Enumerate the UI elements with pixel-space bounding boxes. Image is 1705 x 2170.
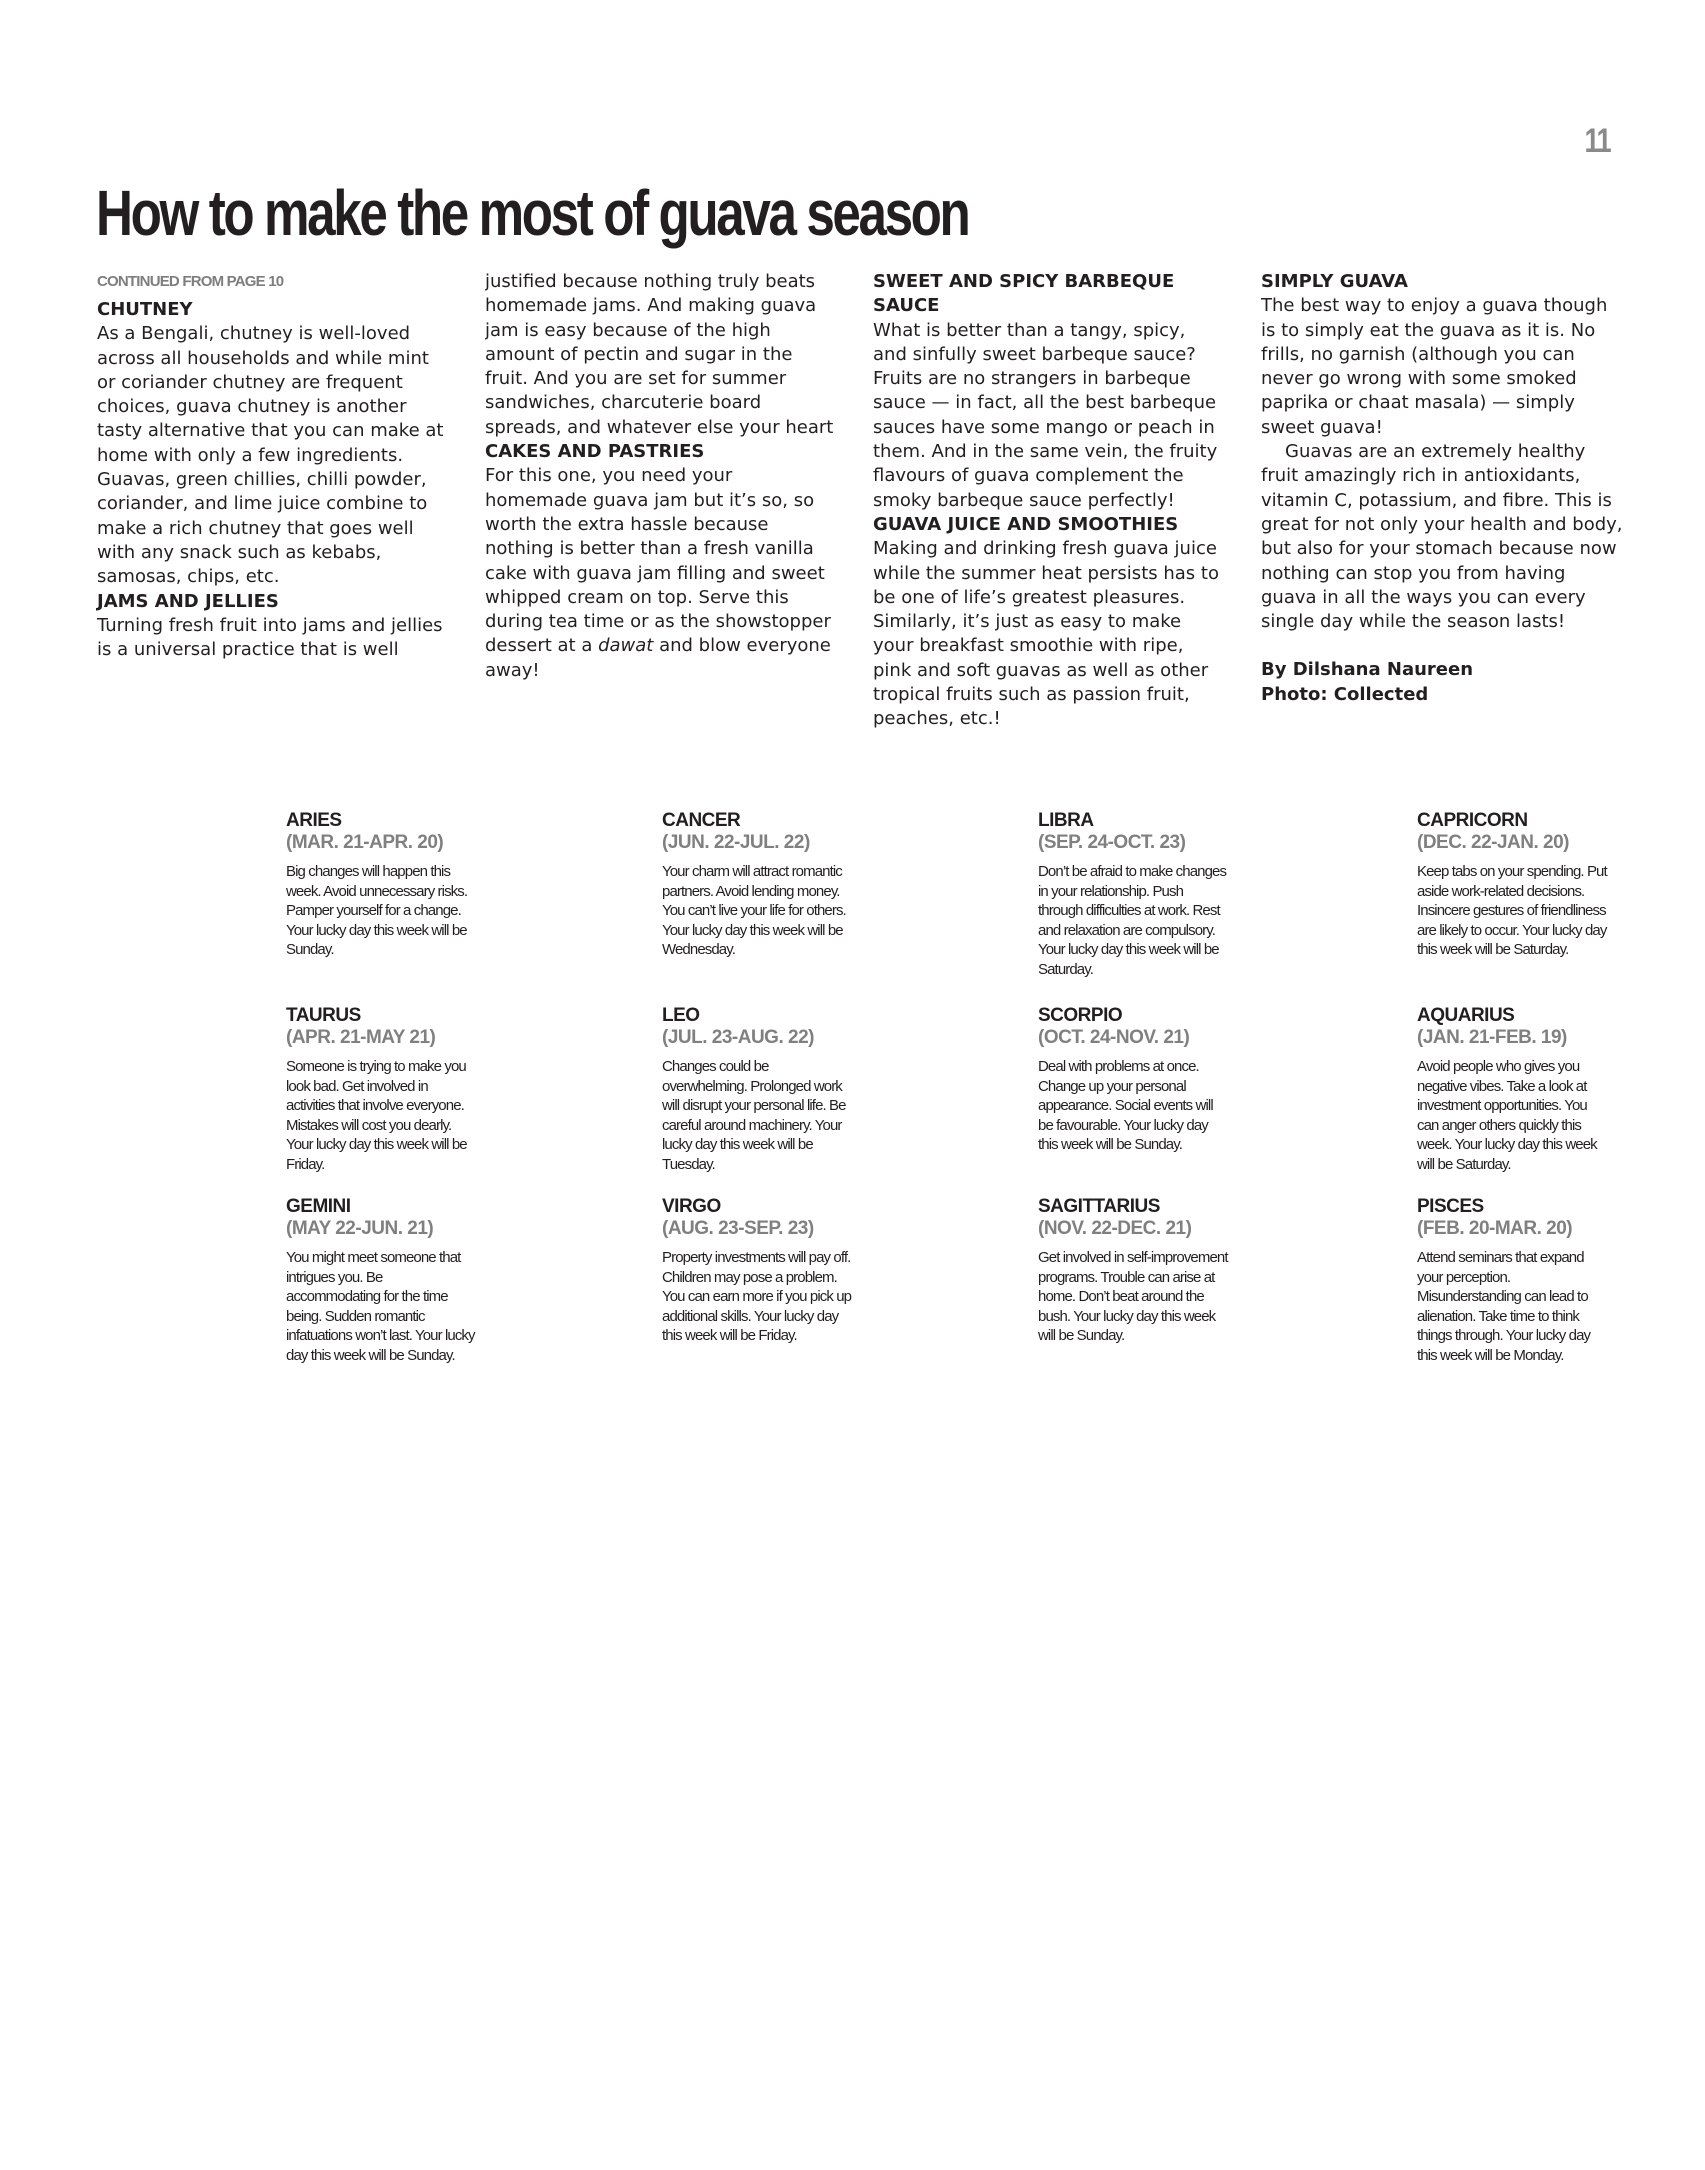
- sign-name: SCORPIO: [1038, 1005, 1123, 1026]
- sign-name: AQUARIUS: [1417, 1005, 1515, 1026]
- horoscope-taurus: [286, 1005, 476, 1174]
- sign-name: PISCES: [1417, 1196, 1484, 1217]
- juice-heading: GUAVA JUICE AND SMOOTHIES: [873, 513, 1179, 535]
- sign-dates: (OCT. 24-NOV. 21): [1038, 1027, 1190, 1048]
- horoscope-pisces: [1417, 1196, 1607, 1365]
- byline: By Dilshana Naureen: [1261, 659, 1474, 681]
- sign-forecast: Someone is trying to make you look bad. Get involved in activities that involve everyone. Mistakes will cost you dearly. Your lucky day this week will be Friday.: [286, 1058, 467, 1173]
- sign-dates: (FEB. 20-MAR. 20): [1417, 1218, 1573, 1239]
- sign-name: LIBRA: [1038, 810, 1094, 831]
- cakes-text-italic: dawat: [598, 635, 654, 657]
- article-headline: How to make the most of guava season: [96, 177, 969, 249]
- sign-name: CANCER: [662, 810, 741, 831]
- article-column-1: [97, 270, 447, 662]
- sign-dates: (JUL. 23-AUG. 22): [662, 1027, 814, 1048]
- byline-spacer: [1261, 634, 1625, 658]
- bbq-heading: SWEET AND SPICY BARBEQUE SAUCE: [873, 271, 1175, 317]
- sign-dates: (JUN. 22-JUL. 22): [662, 832, 810, 853]
- sign-name: GEMINI: [286, 1196, 351, 1217]
- horoscope-libra: [1038, 810, 1228, 979]
- sign-forecast: Changes could be overwhelming. Prolonged work will disrupt your personal life. Be careful around machinery. Your lucky day this week will be Tuesday.: [662, 1058, 846, 1173]
- sign-name: CAPRICORN: [1417, 810, 1528, 831]
- horoscope-virgo: [662, 1196, 852, 1346]
- horoscope-aries: [286, 810, 476, 960]
- cakes-heading: CAKES AND PASTRIES: [485, 441, 705, 463]
- bbq-text: What is better than a tangy, spicy, and sinfully sweet barbeque sauce? Fruits are no strangers in barbeque sauce — in fact, all the best barbeque sauces have some mango or peach in them. And in the same vein, the fruity flavours of guava complement the smoky barbeque sauce perfectly!: [873, 319, 1218, 511]
- sign-dates: (JAN. 21-FEB. 19): [1417, 1027, 1567, 1048]
- cakes-text-start: For this one, you need your homemade guava jam but it’s so, so worth the extra hassle because nothing is better than a fresh vanilla cake with guava jam filling and sweet whipped cream on top. Serve this during tea time or as the showstopper dessert at a: [485, 465, 831, 657]
- photo-credit: Photo: Collected: [1261, 683, 1429, 705]
- jams-text-continued: [485, 270, 835, 440]
- sign-forecast: Big changes will happen this week. Avoid unnecessary risks. Pamper yourself for a change. Your lucky day this week will be Sunday.: [286, 863, 468, 958]
- sign-forecast: Property investments will pay off. Children may pose a problem. You can earn more if you pick up additional skills. Your lucky day this week will be Friday.: [662, 1249, 852, 1344]
- horoscope-gemini: [286, 1196, 476, 1365]
- horoscope-aquarius: [1417, 1005, 1607, 1174]
- simply-heading: SIMPLY GUAVA: [1261, 271, 1408, 292]
- sign-forecast: You might meet someone that intrigues you. Be accommodating for the time being. Sudden romantic infatuations won’t last. Your lucky day this week will be Sunday.: [286, 1249, 475, 1364]
- horoscope-sagittarius: [1038, 1196, 1228, 1346]
- juice-text: Making and drinking fresh guava juice while the summer heat persists has to be one of life’s greatest pleasures. Similarly, it’s just as easy to make your breakfast smoothie with ripe, pink and soft guavas as well as other tropical fruits such as passion fruit, peaches, etc.!: [873, 538, 1219, 730]
- sign-forecast: Don’t be afraid to make changes in your relationship. Push through difficulties at work. Rest and relaxation are compulsory. Your lucky day this week will be Saturday.: [1038, 863, 1227, 978]
- sign-dates: (NOV. 22-DEC. 21): [1038, 1218, 1192, 1239]
- sign-name: TAURUS: [286, 1005, 361, 1026]
- article-column-3: [873, 270, 1223, 732]
- horoscope-scorpio: [1038, 1005, 1228, 1155]
- page-number: 11: [1584, 122, 1610, 160]
- sign-name: SAGITTARIUS: [1038, 1196, 1160, 1217]
- horoscope-cancer: [662, 810, 852, 960]
- chutney-text: As a Bengali, chutney is well-loved across all households and while mint or coriander chutney are frequent choices, guava chutney is another tasty alternative that you can make at home with only a few ingredients. Guavas, green chillies, chilli powder, coriander, and lime juice combine to make a rich chutney that goes well with any snack such as kebabs, samosas, chips, etc.: [97, 323, 444, 588]
- sign-forecast: Avoid people who gives you negative vibes. Take a look at investment opportunities. You can anger others quickly this week. Your lucky day this week will be Saturday.: [1417, 1058, 1597, 1173]
- jams-heading: JAMS AND JELLIES: [97, 590, 279, 612]
- cakes-text: [485, 464, 835, 683]
- sign-dates: (MAY 22-JUN. 21): [286, 1218, 434, 1239]
- horoscope-capricorn: [1417, 810, 1607, 960]
- cakes-text-end: and blow everyone away!: [485, 635, 831, 681]
- sign-name: VIRGO: [662, 1196, 721, 1217]
- simply-text-2: Guavas are an extremely healthy fruit amazingly rich in antioxidants, vitamin C, potassium, and fibre. This is great for not only your health and body, but also for your stomach because now nothing can stop you from having guava in all the ways you can every single day while the season lasts!: [1261, 441, 1623, 633]
- simply-text-1: The best way to enjoy a guava though is to simply eat the guava as it is. No frills, no garnish (although you can never go wrong with some smoked paprika or chaat masala) — simply sweet guava!: [1261, 295, 1608, 438]
- jams-text: Turning fresh fruit into jams and jellies is a universal practice that is well: [97, 614, 443, 661]
- sign-dates: (AUG. 23-SEP. 23): [662, 1218, 814, 1239]
- sign-forecast: Deal with problems at once. Change up your personal appearance. Social events will be favourable. Your lucky day this week will be Sunday.: [1038, 1058, 1213, 1153]
- sign-name: LEO: [662, 1005, 700, 1026]
- sign-forecast: Attend seminars that expand your perception. Misunderstanding can lead to alienation. Take time to think things through. Your lucky day this week will be Monday.: [1417, 1249, 1591, 1364]
- sign-dates: (APR. 21-MAY 21): [286, 1027, 436, 1048]
- sign-dates: (SEP. 24-OCT. 23): [1038, 832, 1186, 853]
- sign-forecast: Keep tabs on your spending. Put aside work-related decisions. Insincere gestures of friendliness are likely to occur. Your lucky day this week will be Saturday.: [1417, 863, 1607, 958]
- chutney-heading: CHUTNEY: [97, 299, 193, 320]
- article-column-4: [1261, 270, 1625, 707]
- sign-dates: (MAR. 21-APR. 20): [286, 832, 444, 853]
- continued-label: CONTINUED FROM PAGE 10: [97, 273, 284, 290]
- horoscope-leo: [662, 1005, 852, 1174]
- sign-forecast: Your charm will attract romantic partners. Avoid lending money. You can’t live your life for others. Your lucky day this week will be Wednesday.: [662, 863, 846, 958]
- article-column-2: [485, 270, 835, 683]
- sign-forecast: Get involved in self-improvement programs. Trouble can arise at home. Don’t beat around the bush. Your lucky day this week will be Sunday.: [1038, 1249, 1228, 1344]
- sign-name: ARIES: [286, 810, 342, 831]
- sign-dates: (DEC. 22-JAN. 20): [1417, 832, 1569, 853]
- jams-text-continued-inner: justified because nothing truly beats homemade jams. And making guava jam is easy because of the high amount of pectin and sugar in the fruit. And you are set for summer sandwiches, charcuterie board spreads, and whatever else your heart: [485, 271, 834, 438]
